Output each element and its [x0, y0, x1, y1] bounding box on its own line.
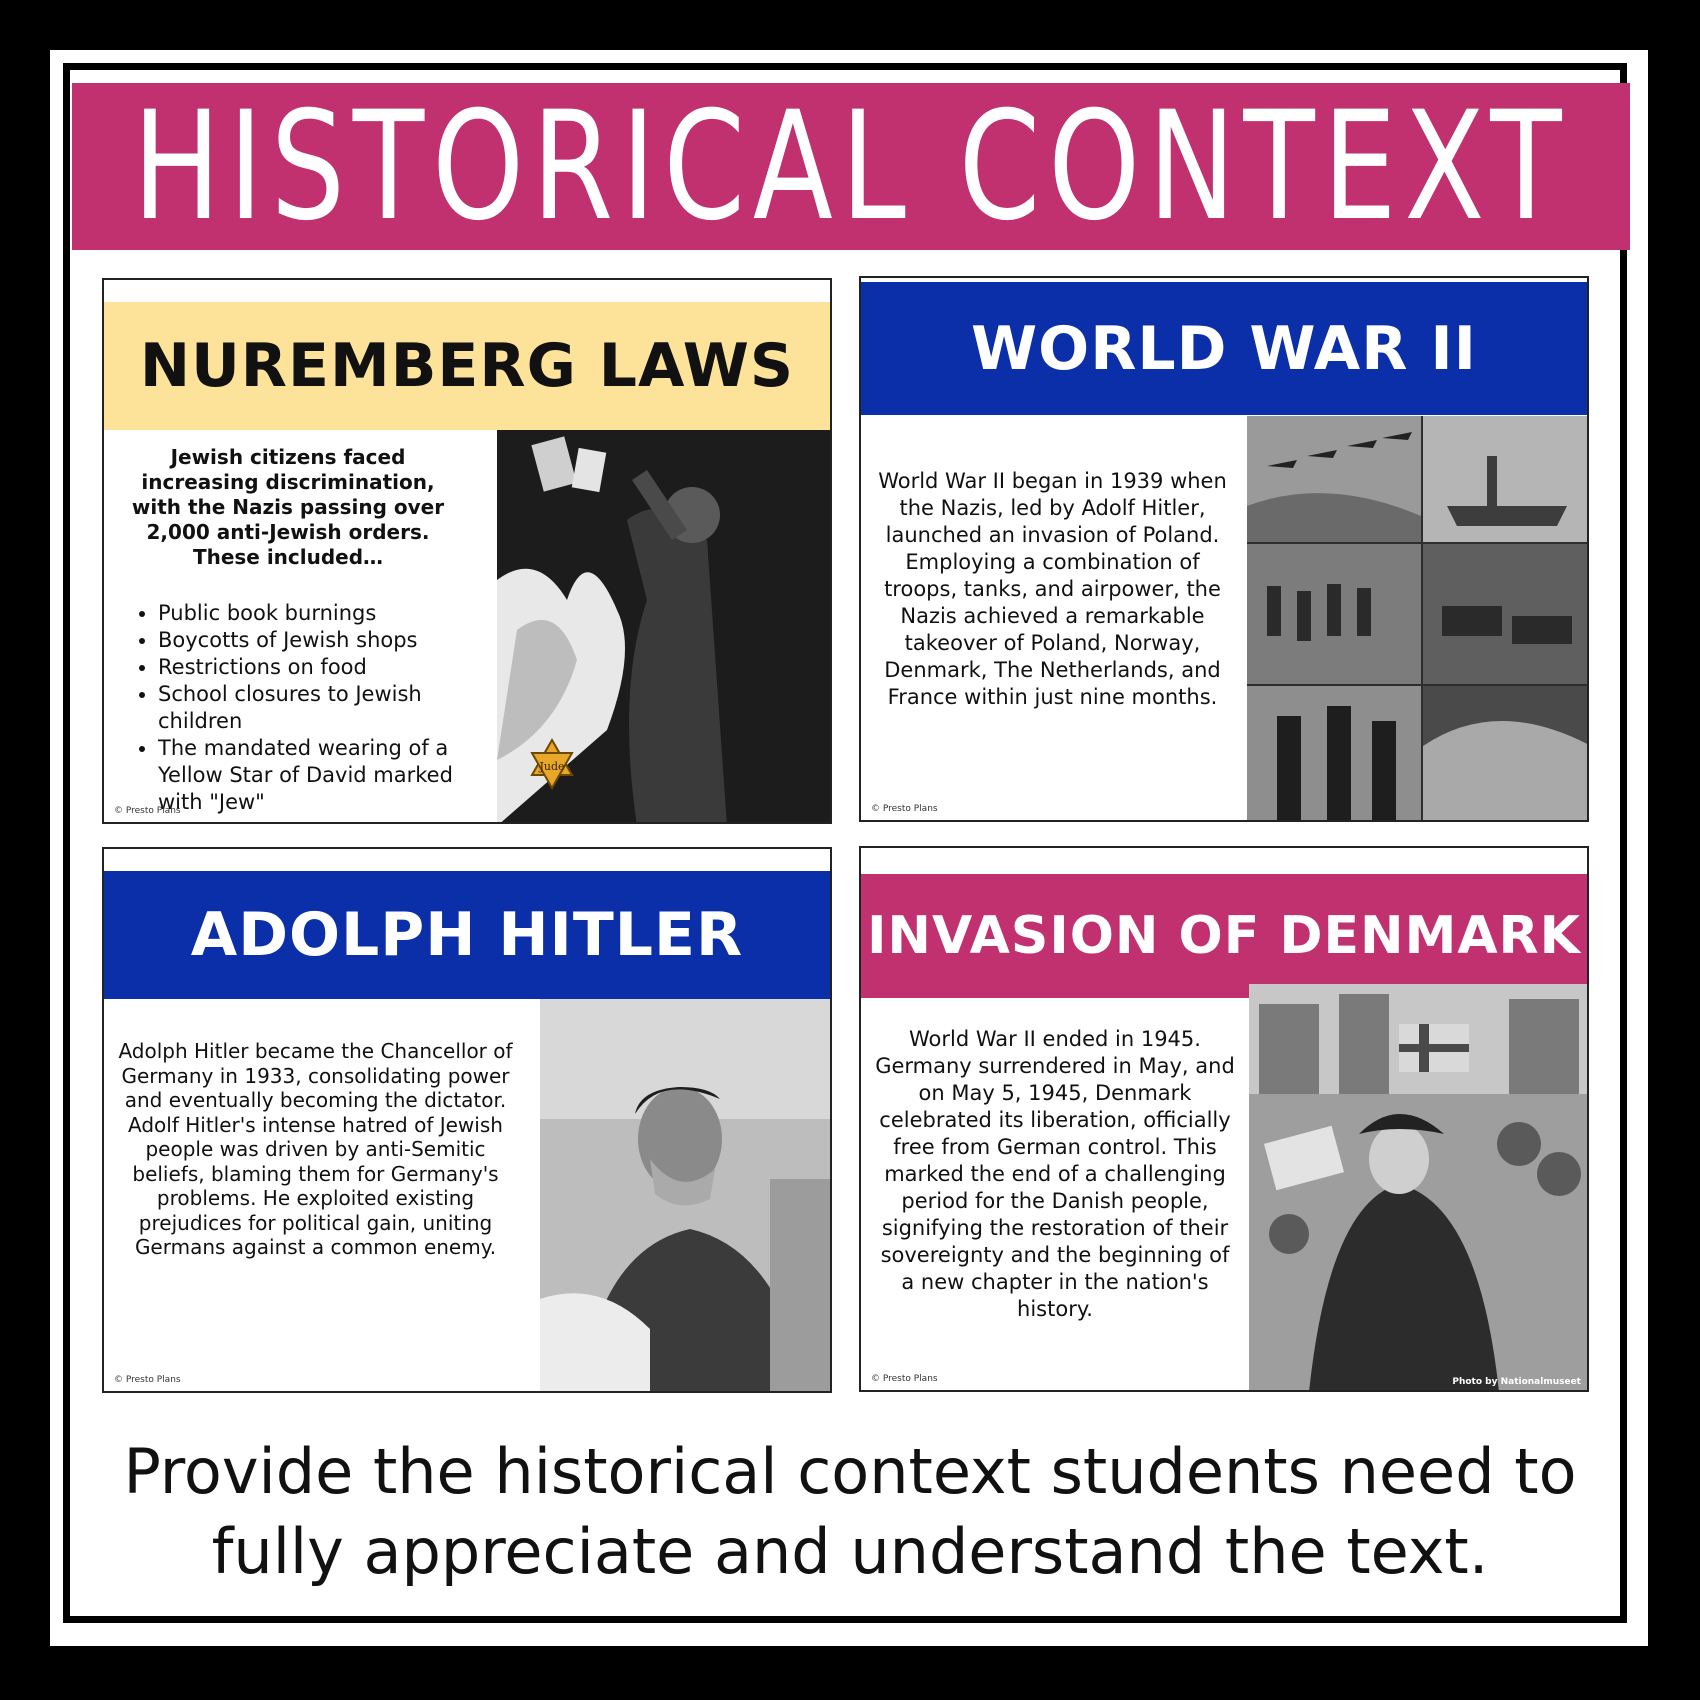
page-title: HISTORICAL CONTEXT: [132, 79, 1570, 254]
slide-body: [118, 445, 458, 816]
list-item: • The mandated wearing of a Yellow Star of David marked with "Jew": [158, 735, 458, 816]
copyright-credit: © Presto Plans: [871, 1374, 938, 1384]
slide-intro: Jewish citizens faced increasing discrimination, with the Nazis passing over 2,000 anti-Jewish orders. These included…: [131, 445, 445, 569]
list-item: • School closures to Jewish children: [158, 681, 458, 735]
slide-nuremberg-laws: [102, 278, 832, 824]
photo-credit: Photo by Nationalmuseet: [1452, 1377, 1581, 1387]
copyright-credit: © Presto Plans: [114, 1375, 181, 1385]
portrait-photo: [540, 999, 830, 1391]
slide-adolph-hitler: [102, 847, 832, 1393]
footer-caption: Provide the historical context students need to fully appreciate and understand the text.: [123, 1435, 1577, 1588]
slide-heading: WORLD WAR II: [971, 313, 1477, 384]
slide-heading-band: [861, 282, 1587, 415]
title-banner: [72, 79, 1630, 254]
slide-heading-band: [861, 874, 1587, 998]
copyright-credit: © Presto Plans: [114, 806, 181, 816]
portrait-illustration: [540, 999, 830, 1391]
wwii-photo-collage: [1247, 416, 1587, 820]
svg-text:Jude: Jude: [539, 760, 565, 773]
slide-heading-band: [104, 871, 830, 999]
list-item: • Public book burnings: [158, 600, 458, 627]
book-burning-photo: [497, 430, 830, 822]
bullet-list: [118, 600, 458, 816]
slide-heading: ADOLPH HITLER: [190, 900, 744, 970]
slide-heading: NUREMBERG LAWS: [139, 331, 795, 401]
list-item: • Restrictions on food: [158, 654, 458, 681]
slide-body: World War II ended in 1945. Germany surrendered in May, and on May 5, 1945, Denmark celebrated its liberation, officially free from German control. This marked the end of a challenging period for the Danish people, signifying the restoration of their sovereignty and the beginning of a new chapter in the nation's history.: [875, 1027, 1235, 1321]
slide-body: World War II began in 1939 when the Nazis, led by Adolf Hitler, launched an invasion of Poland. Employing a combination of troops, tanks, and airpower, the Nazis achieved a remarkable takeover of Poland, Norway, Denmark, The Netherlands, and France within just nine months.: [878, 469, 1227, 709]
liberation-illustration: [1249, 984, 1587, 1390]
danish-flag-icon: [1399, 1024, 1469, 1072]
slide-world-war-ii: [859, 276, 1589, 822]
book-burning-illustration: [497, 430, 830, 822]
slide-body: Adolph Hitler became the Chancellor of Germany in 1933, consolidating power and eventually becoming the dictator. Adolf Hitler's intense hatred of Jewish people was driven by anti-Semitic beliefs, blaming them for Germany's problems. He exploited existing prejudices for political gain, uniting Germans against a common enemy.: [118, 1039, 513, 1259]
slide-invasion-of-denmark: [859, 846, 1589, 1392]
slide-heading: INVASION OF DENMARK: [867, 906, 1581, 966]
copyright-credit: © Presto Plans: [871, 804, 938, 814]
wwii-collage-illustration: [1247, 416, 1587, 820]
list-item: • Boycotts of Jewish shops: [158, 627, 458, 654]
liberation-photo: [1249, 984, 1587, 1390]
slide-heading-band: [104, 302, 830, 430]
